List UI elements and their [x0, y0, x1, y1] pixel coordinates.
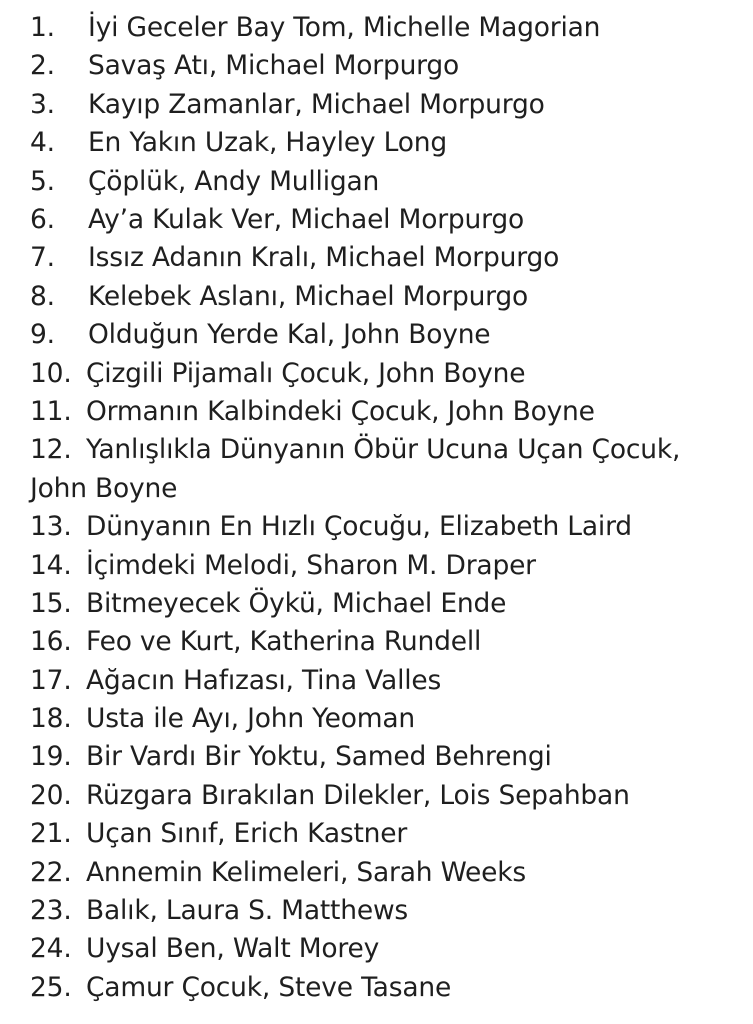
list-item — [30, 700, 745, 738]
item-number: 12. — [30, 434, 72, 466]
item-text: Rüzgara Bırakılan Dilekler, Lois Sepahban — [86, 779, 630, 811]
item-number: 16. — [30, 626, 72, 658]
list-item — [30, 738, 745, 776]
list-item — [30, 547, 745, 585]
item-text: Ormanın Kalbindeki Çocuk, John Boyne — [86, 395, 595, 427]
list-item — [30, 393, 745, 431]
item-text: Bir Vardı Bir Yoktu, Samed Behrengi — [86, 741, 552, 773]
item-number: 1. — [30, 12, 55, 43]
item-number: 24. — [30, 933, 72, 965]
item-number: 14. — [30, 549, 72, 581]
item-number: 21. — [30, 818, 72, 850]
item-number: 8. — [30, 280, 55, 312]
item-number: 13. — [30, 511, 72, 543]
item-text: Kayıp Zamanlar, Michael Morpurgo — [88, 88, 545, 120]
item-text: Savaş Atı, Michael Morpurgo — [88, 50, 460, 82]
item-text: Annemin Kelimeleri, Sarah Weeks — [86, 856, 527, 888]
item-number: 4. — [30, 127, 55, 159]
item-number: 23. — [30, 895, 72, 927]
item-text: Dünyanın En Hızlı Çocuğu, Elizabeth Laird — [86, 511, 632, 543]
item-text: Çöplük, Andy Mulligan — [88, 165, 380, 197]
item-text: Uysal Ben, Walt Morey — [86, 933, 380, 965]
list-item — [30, 815, 745, 853]
list-item — [30, 585, 745, 623]
list-item — [30, 316, 745, 354]
list-item — [30, 777, 745, 815]
item-number: 9. — [30, 319, 55, 351]
list-item — [30, 201, 745, 239]
item-text: İyi Geceler Bay Tom, Michelle Magorian — [88, 12, 601, 43]
item-text: Yanlışlıkla Dünyanın Öbür Ucuna Uçan Çocuk, John Boyne — [30, 434, 681, 504]
list-item — [30, 969, 745, 1007]
list-item — [30, 431, 745, 508]
list-item — [30, 47, 745, 85]
item-text: Issız Adanın Kralı, Michael Morpurgo — [88, 242, 560, 274]
item-text: En Yakın Uzak, Hayley Long — [88, 127, 447, 159]
list-item — [30, 239, 745, 277]
list-item — [30, 623, 745, 661]
item-text: Uçan Sınıf, Erich Kastner — [86, 818, 408, 850]
item-number: 7. — [30, 242, 55, 274]
item-number: 11. — [30, 395, 72, 427]
item-text: Olduğun Yerde Kal, John Boyne — [88, 319, 491, 351]
list-item — [30, 854, 745, 892]
item-number: 6. — [30, 203, 55, 235]
item-number: 3. — [30, 88, 55, 120]
list-item — [30, 662, 745, 700]
item-text: Çizgili Pijamalı Çocuk, John Boyne — [86, 357, 526, 389]
item-text: Usta ile Ayı, John Yeoman — [86, 703, 416, 735]
list-item — [30, 892, 745, 930]
item-number: 18. — [30, 703, 72, 735]
list-item — [30, 930, 745, 968]
list-item — [30, 9, 745, 47]
item-text: Ağacın Hafızası, Tina Valles — [86, 664, 442, 696]
item-text: Balık, Laura S. Matthews — [86, 895, 409, 927]
item-number: 2. — [30, 50, 55, 82]
item-text: Çamur Çocuk, Steve Tasane — [86, 971, 452, 1003]
item-text: Ay’a Kulak Ver, Michael Morpurgo — [88, 203, 525, 235]
item-number: 25. — [30, 971, 72, 1003]
list-item — [30, 163, 745, 201]
item-number: 5. — [30, 165, 55, 197]
item-number: 19. — [30, 741, 72, 773]
item-text: Kelebek Aslanı, Michael Morpurgo — [88, 280, 529, 312]
item-number: 20. — [30, 779, 72, 811]
item-text: İçimdeki Melodi, Sharon M. Draper — [86, 549, 536, 581]
item-number: 10. — [30, 357, 72, 389]
list-item — [30, 86, 745, 124]
book-list — [30, 9, 745, 1007]
item-number: 15. — [30, 587, 72, 619]
item-number: 22. — [30, 856, 72, 888]
list-item — [30, 278, 745, 316]
item-text: Feo ve Kurt, Katherina Rundell — [86, 626, 482, 658]
item-number: 17. — [30, 664, 72, 696]
list-item — [30, 355, 745, 393]
list-item — [30, 124, 745, 162]
item-text: Bitmeyecek Öykü, Michael Ende — [86, 587, 507, 619]
list-item — [30, 508, 745, 546]
